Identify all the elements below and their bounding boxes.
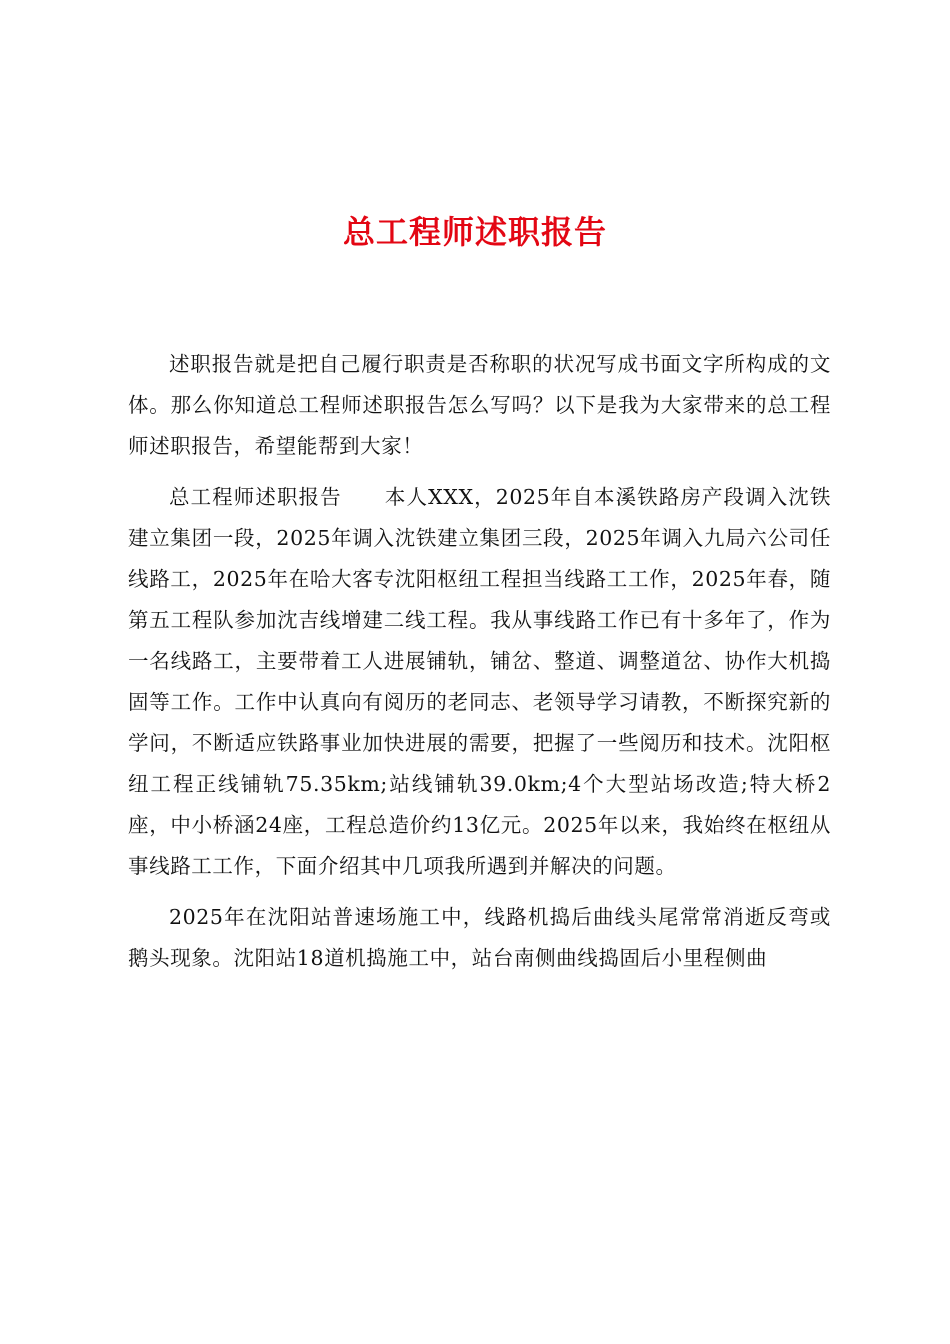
document-title: 总工程师述职报告 <box>342 213 607 251</box>
paragraph-report: 总工程师述职报告 本人XXX，2025年自本溪铁路房产段调入沈铁建立集团一段，2025年调入沈铁建立集团三段，2025年调入九局六公司任线路工，2025年在哈大客专沈阳枢纽工程担当线路工工作，2025年春，随第五工程队参加沈吉线增建二线工程。我从事线路工作已有十多年了，作为一名线路工，主要带着工人进展铺轨，铺岔、整道、调整道岔、协作大机捣固等工作。工作中认真向有阅历的老同志、老领导学习请教，不断探究新的学问，不断适应铁路事业加快进展的需要，把握了一些阅历和技术。沈阳枢纽工程正线铺轨75.35km;站线铺轨39.0km;4个大型站场改造;特大桥2座，中小桥涵24座，工程总造价约13亿元。2025年以来，我始终在枢纽从事线路工工作，下面介绍其中几项我所遇到并解决的问题。 <box>128 485 831 878</box>
paragraph-shenyang-station: 2025年在沈阳站普速场施工中，线路机捣后曲线头尾常常消逝反弯或鹅头现象。沈阳站18道机捣施工中，站台南侧曲线捣固后小里程侧曲 <box>128 905 831 970</box>
paragraph-intro: 述职报告就是把自己履行职责是否称职的状况写成书面文字所构成的文体。那么你知道总工程师述职报告怎么写吗？以下是我为大家带来的总工程师述职报告，希望能帮到大家！ <box>128 352 831 458</box>
document-body <box>128 344 831 989</box>
